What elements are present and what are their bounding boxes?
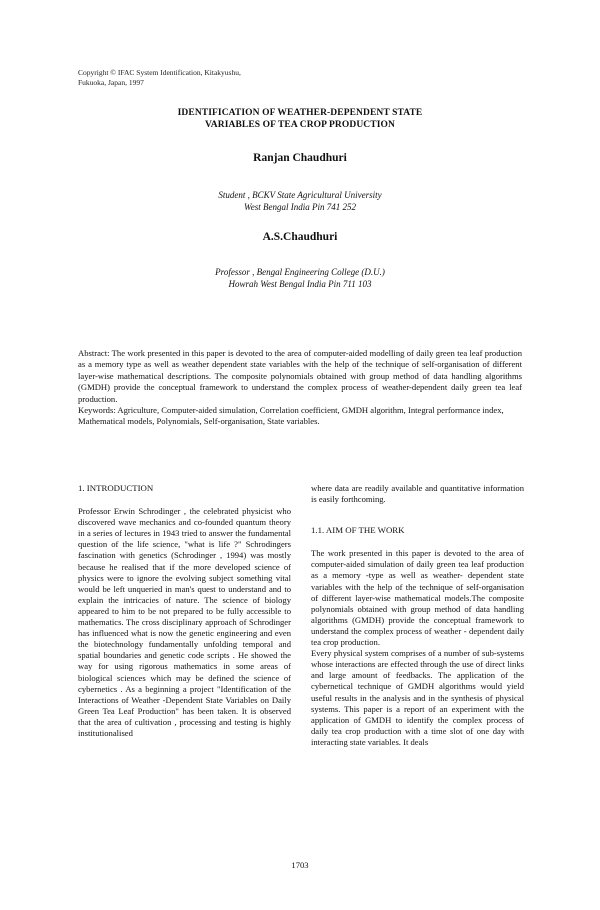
keywords: Keywords: Agriculture, Computer-aided simulation, Correlation coefficient, GMDH algorithm, Integral performance index, Mathematical models, Polynomials, Self-organisation, State variables. [78,405,504,427]
section-heading-introduction: 1. INTRODUCTION [78,483,154,493]
affiliation-1-line-2: West Bengal India Pin 741 252 [244,202,356,212]
abstract: Abstract: The work presented in this paper is devoted to the area of computer-aided modelling of daily green tea leaf production as a memory type as well as weather dependent state variables with the help of the technique of self-organisation of different layer-wise mathematical descriptions. The composite polynomials obtained with group method of data handling algorithms (GMDH) provide the conceptual framework to understand the complex process of weather-dependent daily green tea leaf production. [78,348,522,404]
page-number: 1703 [291,860,309,870]
aim-paragraph-2: Every physical system comprises of a number of sub-systems whose interactions are effected through the use of direct links and large amount of feedbacks. The application of the cybernetical technique of GMDH algorithms would yield useful results in the analysis and in the synthesis of physical systems. This paper is a report of an experiment with the application of GMDH to identify the complex process of daily tea crop production with a time slot of one day with interacting state variables. It deals [311,648,524,747]
title-line-2: VARIABLES OF TEA CROP PRODUCTION [205,120,395,130]
section-heading-aim: 1.1. AIM OF THE WORK [311,525,405,536]
aim-paragraph-1: The work presented in this paper is devoted to the area of computer-aided simulation of daily green tea leaf production as a memory -type as well as weather- dependent state variables with the help of the technique of self-organisation of different layer-wise mathematical models.The composite polynomials obtained with group method of data handling algorithms (GMDH) provide the conceptual framework to understand the complex process of weather - dependent daily tea crop production. [311,548,524,648]
copyright-notice [78,68,298,88]
copyright-line-1: Copyright © IFAC System Identification, Kitakyushu, [78,68,241,77]
author-name-1: Ranjan Chaudhuri [253,152,347,164]
right-column [311,483,524,748]
affiliation-2-line-2: Howrah West Bengal India Pin 711 103 [228,279,372,289]
author-name-2: A.S.Chaudhuri [262,231,338,243]
paper-title [100,107,500,131]
affiliation-2-line-1: Professor , Bengal Engineering College (D.U.) [215,267,385,277]
affiliation-1-line-1: Student , BCKV State Agricultural University [218,190,382,200]
introduction-paragraph: Professor Erwin Schrodinger , the celebrated physicist who discovered wave mechanics and co-founded quantum theory in a series of lectures in 1943 tried to answer the fundamental question of the life science, "what is life ?" Schrodingers fascination with genetics (Schrodinger , 1994) was mostly because he realised that if the more developed science of physics were to ignore the evolving subject something vital would be left unqueried in man's quest to understand and to explain the intricacies of nature. The science of biology appeared to him to be not prepared to be fully accessible to mathematics. The cross disciplinary approach of Schrodinger has influenced what is now the genetic engineering and even the biotechnology fundamentally unfolding temporal and spatial boundaries and genetic code scripts . He showed the way for using rigorous mathematics in some areas of biological sciences which may be defined the science of cybernetics . As a beginning a project "Identification of the Interactions of Weather -Dependent State Variables on Daily Green Tea Leaf Production" has been taken. It is observed that the area of cultivation , processing and testing is highly institutionalised [78,506,291,738]
title-line-1: IDENTIFICATION OF WEATHER-DEPENDENT STATE [177,108,423,118]
author-affiliation-2 [100,266,500,290]
left-column [78,483,291,739]
copyright-line-2: Fukuoka, Japan, 1997 [78,78,144,87]
author-affiliation-1 [100,189,500,213]
continuation-paragraph: where data are readily available and quantitative information is easily forthcoming. [311,483,524,505]
